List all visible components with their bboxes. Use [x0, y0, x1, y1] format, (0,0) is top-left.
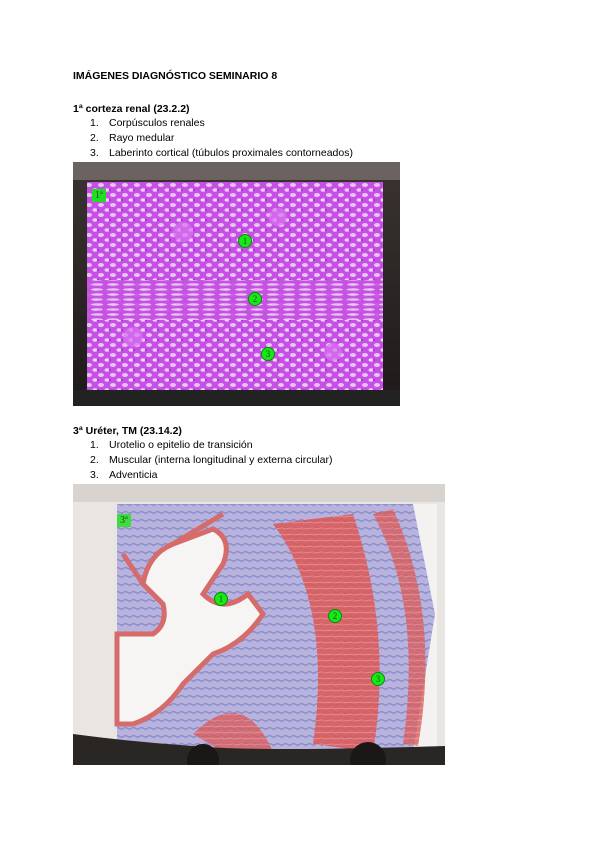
marker-3: 3	[261, 347, 275, 361]
marker-1: 1	[238, 234, 252, 248]
page-title: IMÁGENES DIAGNÓSTICO SEMINARIO 8	[73, 70, 278, 82]
list-item: 2. Muscular (interna longitudinal y externa circular)	[90, 454, 333, 466]
marker-1: 1	[214, 592, 228, 606]
list-item: 2. Rayo medular	[90, 132, 175, 144]
marker-3: 3	[371, 672, 385, 686]
list-corteza-renal	[90, 116, 353, 161]
marker-2: 2	[328, 609, 342, 623]
list-item: 3. Laberinto cortical (túbulos proximales contorneados)	[90, 147, 353, 159]
marker-2: 2	[248, 292, 262, 306]
photo-corteza-renal	[73, 162, 400, 406]
list-ureter	[90, 438, 333, 483]
slide-label: 1ª	[92, 189, 106, 202]
list-item: 1. Urotelio o epitelio de transición	[90, 439, 253, 451]
section-heading-ureter: 3ª Uréter, TM (23.14.2)	[73, 425, 182, 437]
section-heading-corteza-renal: 1ª corteza renal (23.2.2)	[73, 103, 190, 115]
kidney-cortex-micrograph	[73, 162, 400, 406]
slide-label: 3ª	[117, 514, 131, 527]
list-item: 1. Corpúsculos renales	[90, 117, 205, 129]
photo-ureter	[73, 484, 445, 765]
list-item: 3. Adventicia	[90, 469, 158, 481]
